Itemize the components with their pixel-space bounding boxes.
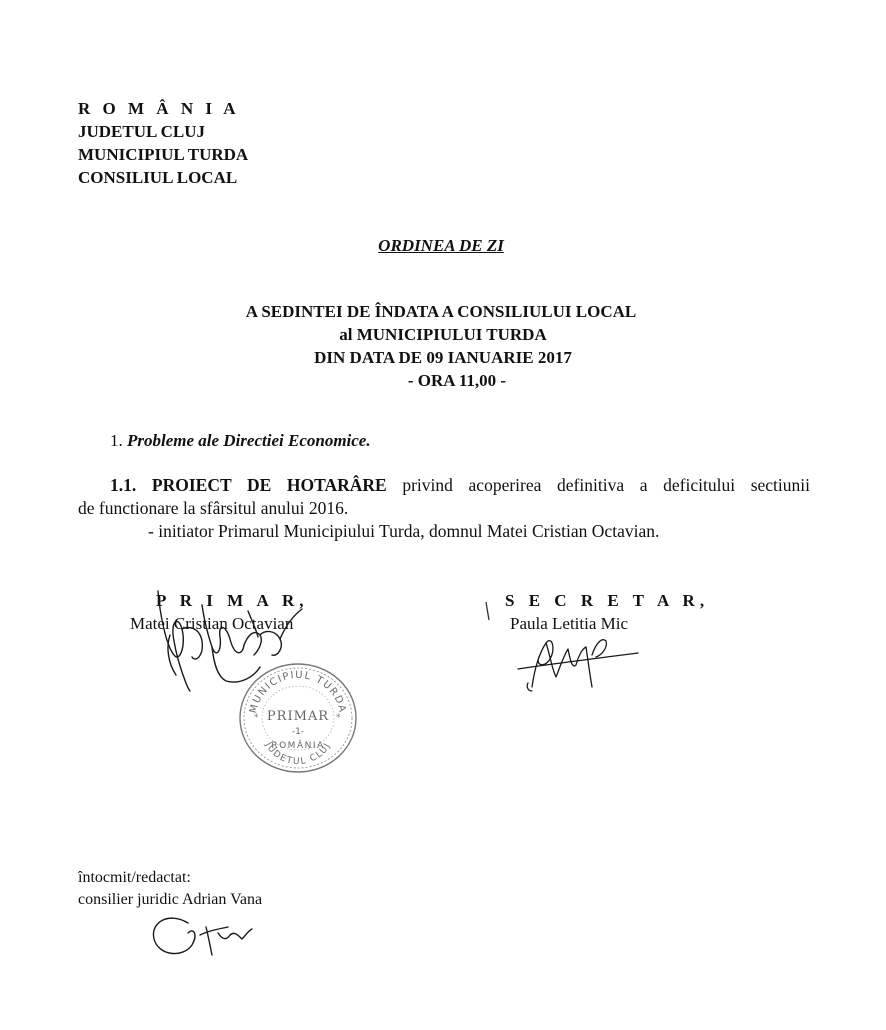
stamp-center-text: PRIMAR bbox=[266, 709, 330, 724]
session-line-3: DIN DATA DE 09 IANUARIE 2017 bbox=[314, 348, 572, 367]
agenda-item bbox=[110, 431, 371, 451]
agenda-subitem-number: 1.1. bbox=[110, 475, 137, 495]
stamp-number: -1- bbox=[291, 727, 305, 737]
primar-stamp bbox=[236, 660, 360, 776]
agenda-item-number: 1. bbox=[110, 431, 123, 450]
primar-role: P R I M A R, bbox=[156, 591, 309, 610]
stamp-star-left-icon: * bbox=[254, 713, 259, 723]
secretar-role: S E C R E T A R, bbox=[505, 591, 710, 610]
agenda-subitem-text-2: de functionare la sfârsitul anului 2016. bbox=[78, 498, 349, 518]
stamp-outer-bottom-text: JUDETUL CLUJ bbox=[262, 740, 334, 768]
document-title bbox=[0, 236, 886, 256]
document-title-text: ORDINEA DE ZI bbox=[378, 236, 504, 255]
session-line-2: al MUNICIPIULUI TURDA bbox=[339, 325, 547, 344]
agenda-subitem-label: PROIECT DE HOTARÂRE bbox=[151, 475, 387, 495]
header-country: R O M Â N I A bbox=[78, 99, 240, 118]
stamp-outer-top-text: MUNICIPIUL TURDA bbox=[248, 669, 348, 715]
secretar-name: Paula Letitia Mic bbox=[510, 614, 629, 633]
agenda-subitem-line-1 bbox=[78, 474, 810, 497]
primar-name: Matei Cristian Octavian bbox=[130, 614, 294, 633]
svg-text:MUNICIPIUL TURDA bbox=[248, 670, 348, 715]
margin-tick-mark bbox=[484, 600, 492, 622]
session-line-4: - ORA 11,00 - bbox=[407, 371, 507, 390]
author-signature-scribble bbox=[148, 905, 258, 965]
header-county: JUDETUL CLUJ bbox=[78, 122, 206, 141]
agenda-subitem bbox=[78, 474, 810, 543]
session-block bbox=[0, 300, 886, 392]
header-council: CONSILIUL LOCAL bbox=[78, 168, 238, 187]
stamp-star-right-icon: * bbox=[336, 713, 341, 723]
header-municipality: MUNICIPIUL TURDA bbox=[78, 145, 249, 164]
secretar-signature-scribble bbox=[512, 625, 652, 695]
agenda-subitem-initiator: - initiator Primarul Municipiului Turda, domnul Matei Cristian Octavian. bbox=[148, 521, 660, 541]
agenda-item-title: Probleme ale Directiei Economice. bbox=[127, 431, 371, 450]
footer-label: întocmit/redactat: bbox=[78, 869, 191, 886]
stamp-country: ROMÂNIA bbox=[271, 741, 325, 751]
footer-author: consilier juridic Adrian Vana bbox=[78, 891, 263, 908]
agenda-subitem-text-1: privind acoperirea definitiva a deficitului sectiunii bbox=[386, 475, 810, 495]
session-line-1: A SEDINTEI DE ÎNDATA A CONSILIULUI LOCAL bbox=[245, 302, 637, 321]
